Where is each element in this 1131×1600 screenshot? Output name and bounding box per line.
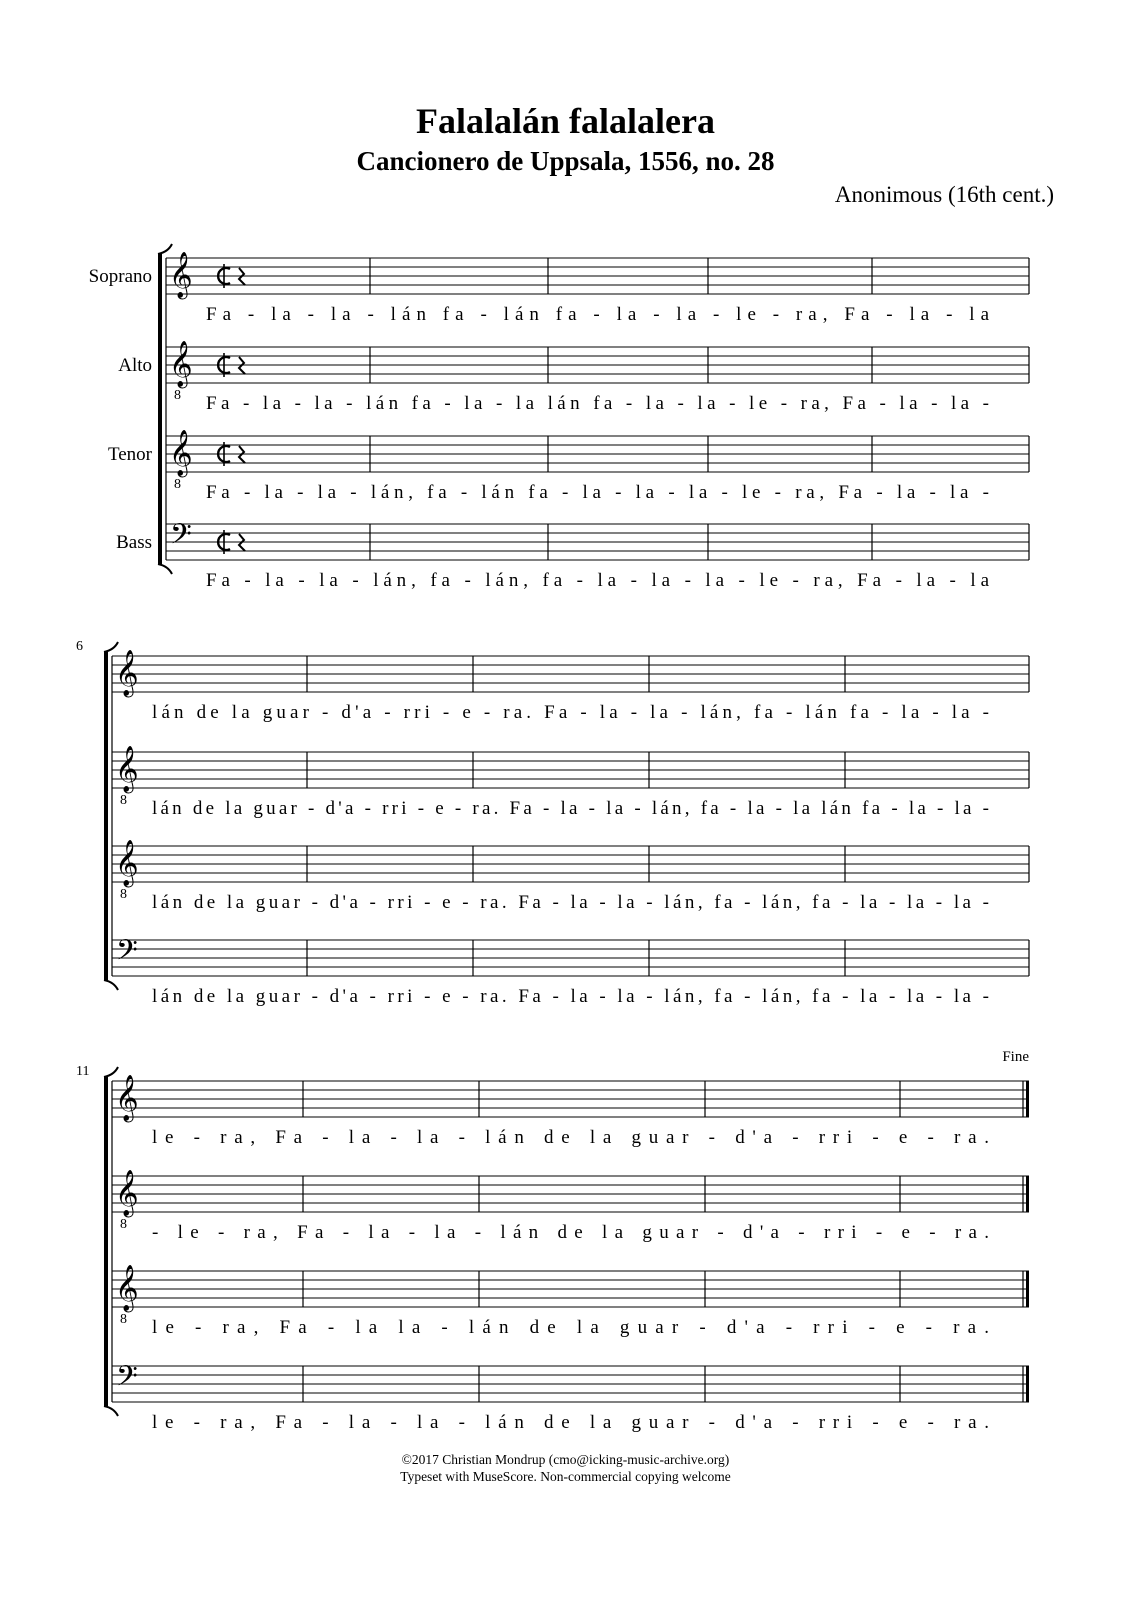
bass-clef-icon: 𝄢 [116,1360,138,1400]
final-barline-thick [1026,1176,1029,1212]
part-name: Tenor [107,444,152,465]
octave-eight-icon: 8 [120,793,127,808]
bass-clef-icon: 𝄢 [170,518,192,558]
treble-clef-icon: 𝄞 [115,746,139,792]
lyric-line: Fa - la - la - lán fa - lán fa - la - la - le - ra, Fa - la - la [205,304,990,325]
bracket-bottom-hook [104,980,118,990]
bass-clef-icon: 𝄢 [116,934,138,974]
final-barline-thick [1026,1271,1029,1307]
score-title: Falalalán falalalera [416,101,715,141]
lyric-line: Fa - la - la - lán, fa - lán, fa - la - la - la - le - ra, Fa - la - la [205,570,990,591]
page-footer [0,1451,1131,1485]
treble-clef-icon: 𝄞 [115,840,139,886]
composer-credit: Anonimous (16th cent.) [834,182,1054,207]
part-name: Soprano [88,266,152,287]
lyric-line: le - ra, Fa - la la - lán de la guar - d'a - rri - e - ra. [151,1317,990,1338]
treble-clef-icon: 𝄞 [115,1170,139,1216]
final-barline-thick [1026,1366,1029,1402]
fine-label: Fine [1002,1049,1029,1065]
lyric-line: lán de la guar - d'a - rri - e - ra. Fa - la - la - lán, fa - lán, fa - la - la - la - [152,892,989,913]
treble-clef-icon: 𝄞 [169,430,193,476]
final-barline-thick [1026,1081,1029,1117]
lyric-line: lán de la guar - d'a - rri - e - ra. Fa - la - la - lán, fa - lán fa - la - la - [152,702,989,723]
score-subtitle: Cancionero de Uppsala, 1556, no. 28 [356,146,775,176]
octave-eight-icon: 8 [174,388,181,403]
bracket-bottom-hook [158,564,172,574]
lyric-line: le - ra, Fa - la - la - lán de la guar - d'a - rri - e - ra. [152,1127,989,1148]
lyric-line: le - ra, Fa - la - la - lán de la guar - d'a - rri - e - ra. [152,1412,989,1433]
lyric-line: lán de la guar - d'a - rri - e - ra. Fa - la - la - lán, fa - lán, fa - la - la - la - [152,986,989,1007]
treble-clef-icon: 𝄞 [115,1075,139,1121]
system-bracket [158,254,162,564]
octave-eight-icon: 8 [120,1217,127,1232]
lyric-line: lán de la guar - d'a - rri - e - ra. Fa - la - la - lán, fa - la - la lán fa - la - la - [151,798,990,819]
octave-eight-icon: 8 [120,887,127,902]
copyright-line: ©2017 Christian Mondrup (cmo@icking-music-archive.org) [401,1452,730,1467]
lyric-line: Fa - la - la - lán fa - la - la lán fa - la - la - le - ra, Fa - la - la - [206,393,989,414]
octave-eight-icon: 8 [120,1312,127,1327]
measure-number: 6 [76,639,83,654]
part-name: Alto [118,355,152,376]
lyric-line: - le - ra, Fa - la - la - lán de la guar - d'a - rri - e - ra. [151,1222,990,1243]
treble-clef-icon: 𝄞 [115,650,139,696]
treble-clef-icon: 𝄞 [169,252,193,298]
measure-number: 11 [76,1064,90,1079]
bracket-bottom-hook [104,1406,118,1416]
treble-clef-icon: 𝄞 [115,1265,139,1311]
system-bracket [104,1077,108,1406]
part-name: Bass [116,532,152,553]
typeset-line: Typeset with MuseScore. Non-commercial copying welcome [400,1469,731,1484]
lyric-line: Fa - la - la - lán, fa - lán fa - la - la - la - le - ra, Fa - la - la - [206,482,989,503]
octave-eight-icon: 8 [174,477,181,492]
system-bracket [104,652,108,980]
treble-clef-icon: 𝄞 [169,341,193,387]
